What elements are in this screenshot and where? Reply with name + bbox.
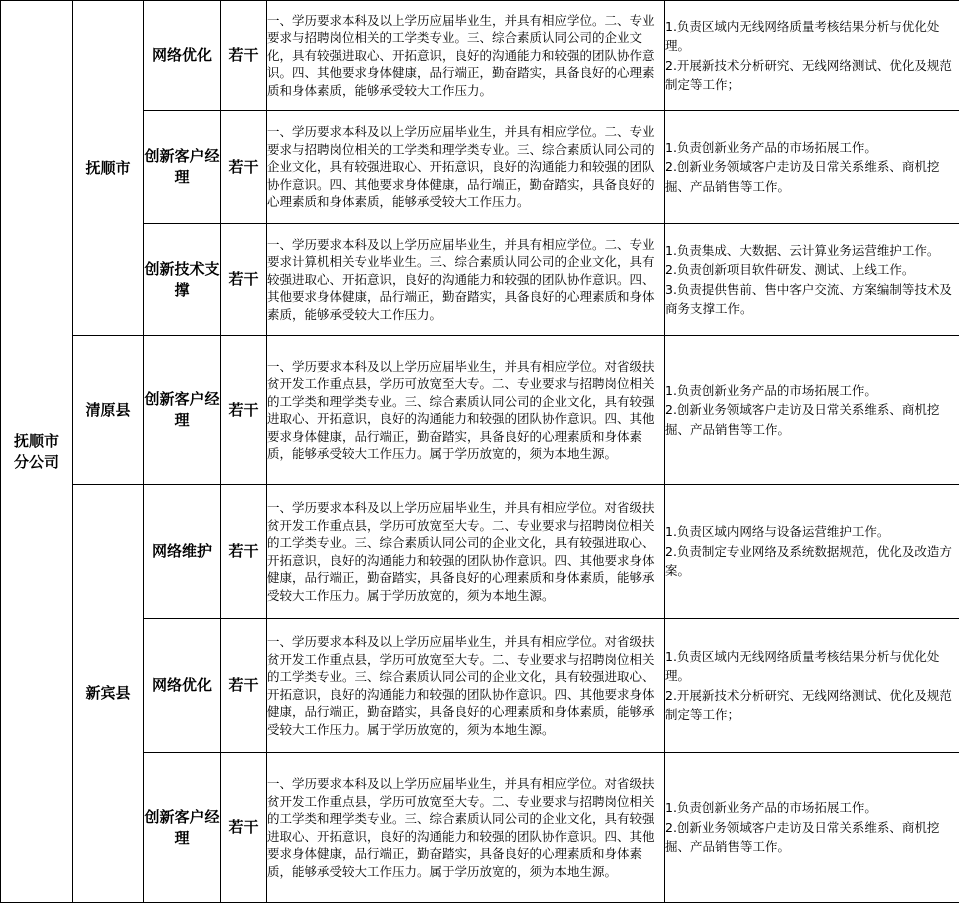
position-title: 网络优化	[151, 676, 212, 694]
city-name: 抚顺市	[85, 158, 131, 177]
requirements-text: 一、学历要求本科及以上学历应届毕业生，并具有相应学位。对省级扶贫开发工作重点县，学历可放宽至大专。二、专业要求与招聘岗位相关的工学类和理学类专业。三、综合素质认同公司的企业文化，具有较强进取心、开拓意识，良好的沟通能力和较强的团队协作意识。四、其他要求身体健康，品行端正，勤奋踏实，具备良好的心理素质和身体素质，能够承受较大工作压力。属于学历放宽的，须为本地生源。	[267, 776, 655, 879]
duties-text: 1.负责创新业务产品的市场拓展工作。 2.创新业务领域客户走访及日常关系维系、商机挖掘、产品销售等工作。	[665, 800, 940, 855]
requirements-text: 一、学历要求本科及以上学历应届毕业生，并具有相应学位。二、专业要求与招聘岗位相关的工学类和理学类专业。三、综合素质认同公司的企业文化，具有较强进取心、开拓意识，良好的沟通能力和较强的团队协作意识。四、其他要求身体健康，品行端正，勤奋踏实，具备良好的心理素质和身体素质，能够承受较大工作压力。	[267, 124, 655, 210]
position-title-cell	[144, 485, 221, 619]
duties-cell	[665, 224, 959, 336]
headcount-cell	[221, 619, 267, 753]
headcount-cell	[221, 753, 267, 903]
requirements-cell	[267, 1, 665, 111]
duties-cell	[665, 1, 959, 111]
headcount-cell	[221, 224, 267, 336]
duties-text: 1.负责创新业务产品的市场拓展工作。 2.创新业务领域客户走访及日常关系维系、商机挖掘、产品销售等工作。	[665, 382, 940, 437]
headcount: 若干	[228, 157, 259, 176]
table-row	[1, 485, 959, 619]
duties-cell	[665, 753, 959, 903]
city-name: 新宾县	[85, 684, 131, 702]
requirements-text: 一、学历要求本科及以上学历应届毕业生，并具有相应学位。对省级扶贫开发工作重点县，学历可放宽至大专。二、专业要求与招聘岗位相关的工学类专业。三、综合素质认同公司的企业文化，具有较强进取心、开拓意识，良好的沟通能力和较强的团队协作意识。四、其他要求身体健康，品行端正，勤奋踏实，具备良好的心理素质和身体素质，能够承受较大工作压力。属于学历放宽的，须为本地生源。	[267, 500, 655, 603]
position-title: 创新客户经理	[144, 390, 220, 429]
position-title-cell	[144, 224, 221, 336]
city-cell	[73, 485, 144, 903]
duties-text: 1.负责区域内无线网络质量考核结果分析与优化处理。 2.开展新技术分析研究、无线网络测试、优化及规范制定等工作；	[665, 18, 952, 92]
duties-cell	[665, 111, 959, 224]
duties-text: 1.负责集成、大数据、云计算业务运营维护工作。 2.负责创新项目软件研发、测试、上线工作。 3.负责提供售前、售中客户交流、方案编制等技术及商务支撑工作。	[665, 242, 952, 316]
position-title: 创新技术支撑	[144, 259, 220, 299]
requirements-text: 一、学历要求本科及以上学历应届毕业生，并具有相应学位。二、专业要求计算机相关专业毕业生。三、综合素质认同公司的企业文化，具有较强进取心、开拓意识，良好的沟通能力和较强的团队协作意识。四、其他要求身体健康，品行端正，勤奋踏实，具备良好的心理素质和身体素质，能够承受较大工作压力。	[267, 236, 655, 322]
table-row	[1, 753, 959, 903]
branch-name: 抚顺市 分公司	[13, 431, 59, 471]
position-title-cell	[144, 753, 221, 903]
requirements-cell	[267, 111, 665, 224]
requirements-text: 一、学历要求本科及以上学历应届毕业生，并具有相应学位。对省级扶贫开发工作重点县，学历可放宽至大专。二、专业要求与招聘岗位相关的工学类和理学类专业。三、综合素质认同公司的企业文化，具有较强进取心、开拓意识，良好的沟通能力和较强的团队协作意识。四、其他要求身体健康，品行端正，勤奋踏实，具备良好的心理素质和身体素质，能够承受较大工作压力。属于学历放宽的，须为本地生源。	[267, 358, 655, 461]
position-title-cell	[144, 1, 221, 111]
duties-cell	[665, 619, 959, 753]
headcount: 若干	[228, 818, 259, 836]
table-row	[1, 111, 959, 224]
position-title-cell	[144, 111, 221, 224]
table-row	[1, 336, 959, 485]
duties-text: 1.负责区域内无线网络质量考核结果分析与优化处理。 2.开展新技术分析研究、无线网络测试、优化及规范制定等工作；	[665, 648, 952, 722]
requirements-cell	[267, 753, 665, 903]
requirements-cell	[267, 224, 665, 336]
position-title: 创新客户经理	[144, 147, 220, 186]
city-cell	[73, 336, 144, 485]
requirements-cell	[267, 485, 665, 619]
duties-text: 1.负责区域内网络与设备运营维护工作。 2.负责制定专业网络及系统数据规范，优化及改造方案。	[665, 524, 952, 579]
headcount: 若干	[228, 46, 259, 64]
requirements-cell	[267, 336, 665, 485]
position-title-cell	[144, 619, 221, 753]
headcount-cell	[221, 1, 267, 111]
headcount: 若干	[228, 542, 259, 560]
requirements-text: 一、学历要求本科及以上学历应届毕业生，并具有相应学位。二、专业要求与招聘岗位相关的工学类专业。三、综合素质认同公司的企业文化，具有较强进取心、开拓意识，良好的沟通能力和较强的团队协作意识。四、其他要求身体健康，品行端正，勤奋踏实，具备良好的心理素质和身体素质，能够承受较大工作压力。	[267, 12, 655, 98]
branch-cell	[1, 1, 73, 903]
headcount: 若干	[228, 676, 259, 694]
position-title-cell	[144, 336, 221, 485]
headcount: 若干	[228, 400, 259, 419]
requirements-cell	[267, 619, 665, 753]
headcount-cell	[221, 485, 267, 619]
table-row	[1, 619, 959, 753]
requirements-text: 一、学历要求本科及以上学历应届毕业生，并具有相应学位。对省级扶贫开发工作重点县，学历可放宽至大专。二、专业要求与招聘岗位相关的工学类专业。三、综合素质认同公司的企业文化，具有较强进取心、开拓意识，良好的沟通能力和较强的团队协作意识。四、其他要求身体健康，品行端正，勤奋踏实，具备良好的心理素质和身体素质，能够承受较大工作压力。属于学历放宽的，须为本地生源。	[267, 634, 655, 737]
city-name: 清原县	[85, 400, 131, 419]
headcount-cell	[221, 336, 267, 485]
table-row	[1, 224, 959, 336]
duties-cell	[665, 336, 959, 485]
city-cell	[73, 1, 144, 336]
duties-cell	[665, 485, 959, 619]
position-title: 网络优化	[151, 46, 212, 64]
position-title: 网络维护	[151, 542, 212, 560]
position-title: 创新客户经理	[144, 807, 220, 847]
headcount-cell	[221, 111, 267, 224]
duties-text: 1.负责创新业务产品的市场拓展工作。 2.创新业务领域客户走访及日常关系维系、商机挖掘、产品销售等工作。	[665, 139, 940, 194]
headcount: 若干	[228, 270, 259, 288]
table-row	[1, 1, 959, 111]
